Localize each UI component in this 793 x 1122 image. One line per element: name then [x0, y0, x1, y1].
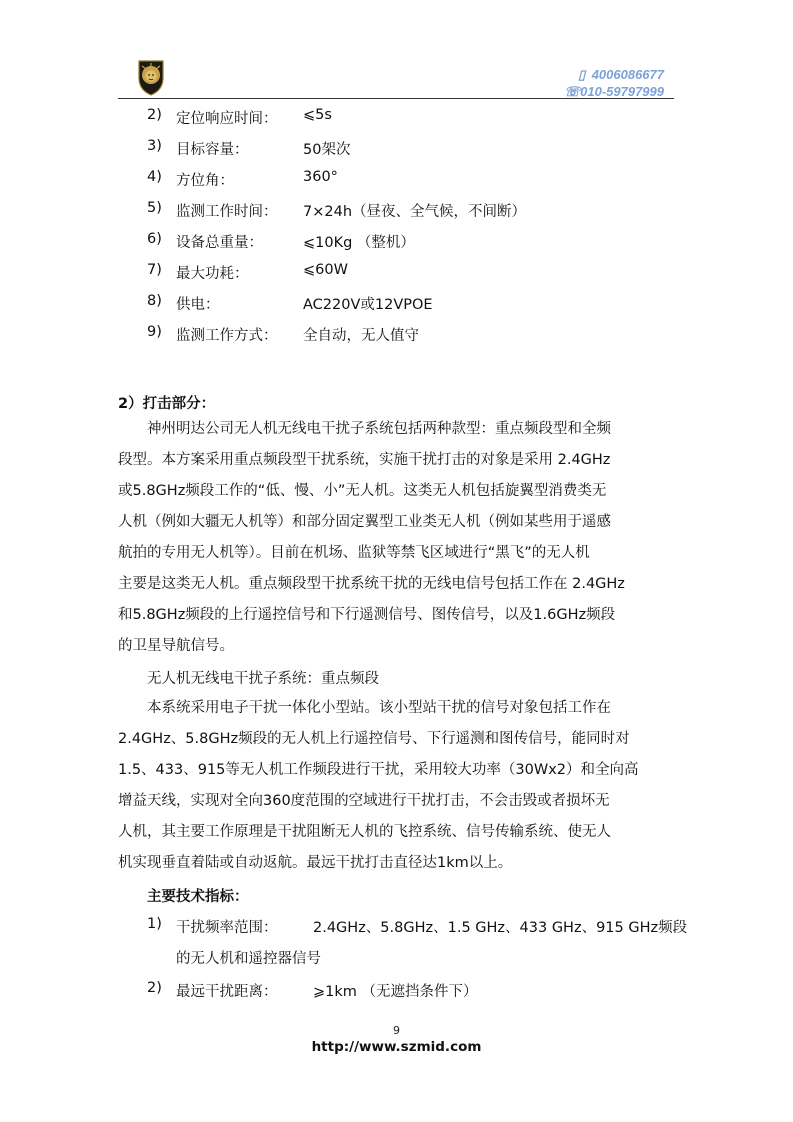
- spec-value: ⩾1km （无遮挡条件下）: [313, 984, 478, 1000]
- mobile-phone-icon: ▯: [578, 67, 586, 82]
- spec-label: 设备总重量：: [176, 235, 263, 251]
- tech-specs-heading: 主要技术指标：: [147, 889, 249, 905]
- spec-value: ⩽60W: [303, 262, 348, 278]
- spec-number: 8): [147, 293, 162, 309]
- paragraph-line: 人机，其主要工作原理是干扰阻断无人机的飞控系统、信号传输系统、使无人: [118, 824, 611, 840]
- spec-value: 2.4GHz、5.8GHz、1.5 GHz、433 GHz、915 GHz频段: [313, 920, 688, 936]
- paragraph-line: 本系统采用电子干扰一体化小型站。该小型站干扰的信号对象包括工作在: [118, 700, 611, 716]
- paragraph-line: 机实现垂直着陆或自动返航。最远干扰打击直径达1km以上。: [118, 855, 513, 871]
- spec-number: 2): [147, 107, 162, 123]
- spec-number: 3): [147, 138, 162, 154]
- spec-label: 最远干扰距离：: [176, 984, 278, 1000]
- lion-logo-icon: [136, 58, 166, 96]
- spec-value: ⩽5s: [303, 107, 332, 123]
- page-number: 9: [393, 1024, 400, 1037]
- subheading: 无人机无线电干扰子系统：重点频段: [147, 671, 379, 687]
- paragraph-line: 或5.8GHz频段工作的“低、慢、小”无人机。这类无人机包括旋翼型消费类无: [118, 483, 607, 499]
- spec-label: 目标容量：: [176, 142, 249, 158]
- header-divider: [118, 98, 674, 99]
- footer-url-link[interactable]: http://www.szmid.com: [311, 1039, 482, 1055]
- paragraph-line: 段型。本方案采用重点频段型干扰系统，实施干扰打击的对象是采用 2.4GHz: [118, 452, 611, 468]
- spec-label: 监测工作时间：: [176, 204, 278, 220]
- paragraph-line: 人机（例如大疆无人机等）和部分固定翼型工业类无人机（例如某些用于遥感: [118, 514, 611, 530]
- spec-value: ⩽10Kg （整机）: [303, 235, 415, 251]
- spec-number: 1): [147, 916, 162, 932]
- paragraph-line: 的卫星导航信号。: [118, 638, 234, 654]
- phone-number-1: 4006086677: [591, 67, 664, 82]
- spec-number: 2): [147, 980, 162, 996]
- spec-value: 全自动，无人值守: [303, 328, 419, 344]
- paragraph-system-description: [118, 697, 678, 883]
- spec-value-continuation: 的无人机和遥控器信号: [176, 951, 321, 967]
- spec-number: 9): [147, 324, 162, 340]
- section-heading: 2）打击部分：: [118, 396, 216, 412]
- phone-number-2: 010-59797999: [580, 84, 664, 99]
- spec-label: 方位角：: [176, 173, 234, 189]
- spec-value: 50架次: [303, 142, 351, 158]
- spec-label: 供电：: [176, 297, 220, 313]
- paragraph-line: 1.5、433、915等无人机工作频段进行干扰，采用较大功率（30Wx2）和全向高: [118, 762, 639, 778]
- spec-value: AC220V或12VPOE: [303, 297, 433, 313]
- spec-number: 4): [147, 169, 162, 185]
- spec-label: 最大功耗：: [176, 266, 249, 282]
- spec-number: 7): [147, 262, 162, 278]
- contact-info: [564, 66, 664, 100]
- spec-number: 5): [147, 200, 162, 216]
- spec-value: 7×24h（昼夜、全气候，不间断）: [303, 204, 527, 220]
- paragraph-line: 神州明达公司无人机无线电干扰子系统包括两种款型：重点频段型和全频: [118, 421, 611, 437]
- page-header: [118, 52, 674, 100]
- spec-number: 6): [147, 231, 162, 247]
- spec-label: 监测工作方式：: [176, 328, 278, 344]
- spec-label: 定位响应时间：: [176, 111, 278, 127]
- paragraph-line: 和5.8GHz频段的上行遥控信号和下行遥测信号、图传信号，以及1.6GHz频段: [118, 607, 616, 623]
- telephone-icon: ☏: [564, 84, 581, 99]
- paragraph-strike-overview: [118, 418, 678, 666]
- spec-label: 干扰频率范围：: [176, 920, 278, 936]
- paragraph-line: 航拍的专用无人机等）。目前在机场、监狱等禁飞区域进行“黑飞”的无人机: [118, 545, 590, 561]
- paragraph-line: 主要是这类无人机。重点频段型干扰系统干扰的无线电信号包括工作在 2.4GHz: [118, 576, 625, 592]
- spec-value: 360°: [303, 169, 338, 185]
- paragraph-line: 增益天线，实现对全向360度范围的空域进行干扰打击，不会击毁或者损坏无: [118, 793, 610, 809]
- paragraph-line: 2.4GHz、5.8GHz频段的无人机上行遥控信号、下行遥测和图传信号，能同时对: [118, 731, 630, 747]
